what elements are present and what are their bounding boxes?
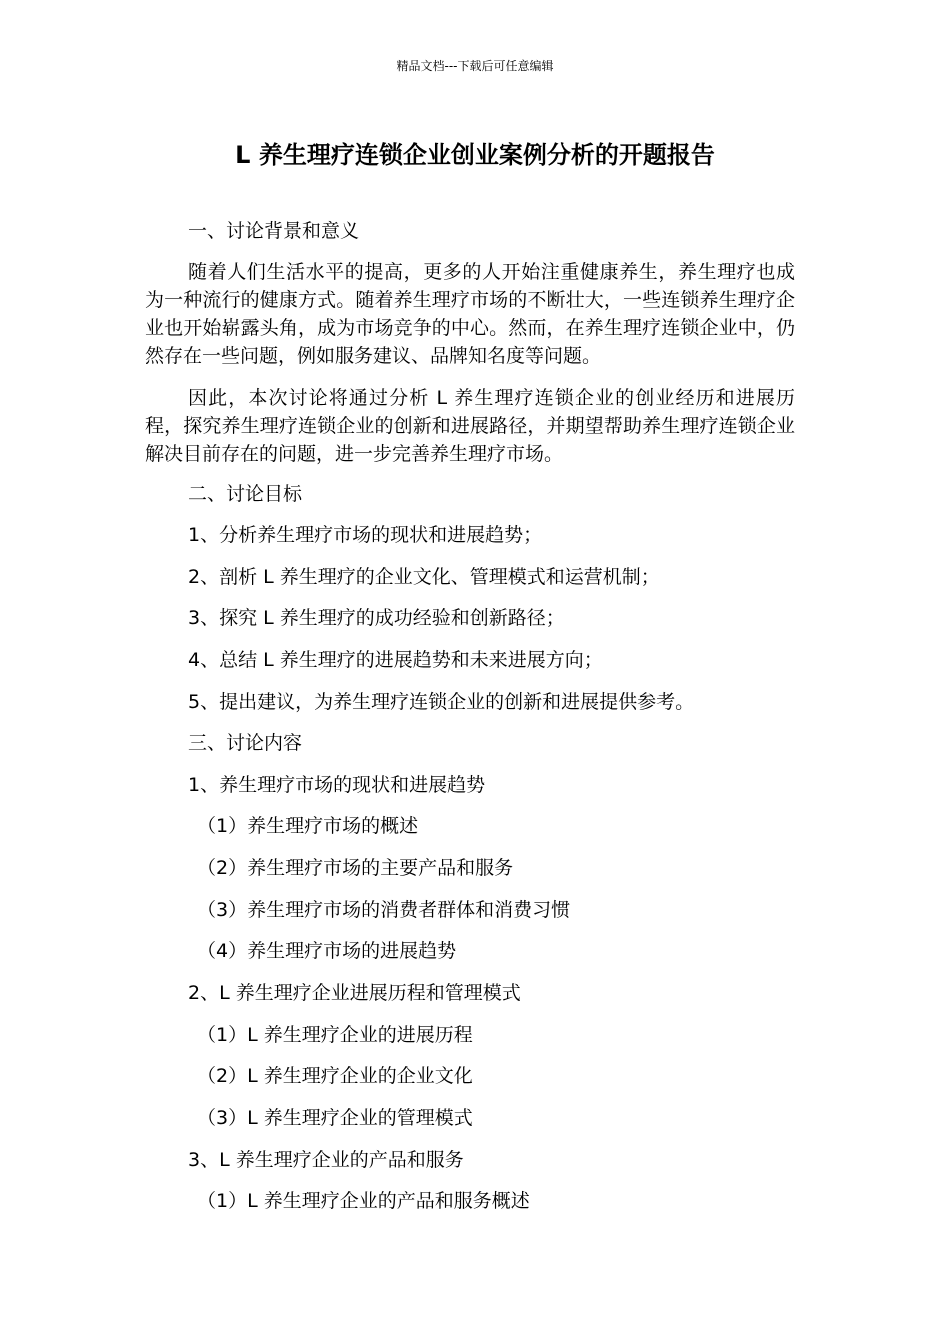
page-header-note: 精品文档---下载后可任意编辑 xyxy=(396,59,554,73)
content-sub-item: （4）养生理疗市场的进展趋势 xyxy=(197,940,457,962)
content-sub-item: （3）养生理疗市场的消费者群体和消费习惯 xyxy=(197,899,571,921)
section-3-heading: 三、讨论内容 xyxy=(188,732,303,754)
goal-item: 4、总结 L 养生理疗的进展趋势和未来进展方向； xyxy=(188,649,603,671)
section-1-heading: 一、讨论背景和意义 xyxy=(188,220,360,242)
content-sub-item: （1）养生理疗市场的概述 xyxy=(197,815,419,837)
content-group-title: 3、L 养生理疗企业的产品和服务 xyxy=(188,1149,464,1171)
document-title: L 养生理疗连锁企业创业案例分析的开题报告 xyxy=(235,141,715,169)
goal-item: 5、提出建议，为养生理疗连锁企业的创新和进展提供参考。 xyxy=(188,691,695,713)
content-sub-item: （2）养生理疗市场的主要产品和服务 xyxy=(197,857,514,879)
goal-item: 2、剖析 L 养生理疗的企业文化、管理模式和运营机制； xyxy=(188,566,660,588)
content-group-title: 1、养生理疗市场的现状和进展趋势 xyxy=(188,774,486,796)
content-sub-item: （1）L 养生理疗企业的产品和服务概述 xyxy=(197,1190,530,1212)
content-group-title: 2、L 养生理疗企业进展历程和管理模式 xyxy=(188,982,521,1004)
content-sub-item: （1）L 养生理疗企业的进展历程 xyxy=(197,1024,473,1046)
section-2-heading: 二、讨论目标 xyxy=(188,483,303,505)
background-paragraph-1: 随着人们生活水平的提高，更多的人开始注重健康养生，养生理疗也成为一种流行的健康方式。随着养生理疗市场的不断壮大，一些连锁养生理疗企业也开始崭露头角，成为市场竞争的中心。然而，在养生理疗连锁企业中，仍然存在一些问题，例如服务建议、品牌知名度等问题。 xyxy=(145,261,795,367)
content-sub-item: （2）L 养生理疗企业的企业文化 xyxy=(197,1065,473,1087)
goal-item: 3、探究 L 养生理疗的成功经验和创新路径； xyxy=(188,607,565,629)
background-paragraph-2: 因此，本次讨论将通过分析 L 养生理疗连锁企业的创业经历和进展历程，探究养生理疗连锁企业的创新和进展路径，并期望帮助养生理疗连锁企业解决目前存在的问题，进一步完善养生理疗市场。 xyxy=(145,387,795,465)
content-sub-item: （3）L 养生理疗企业的管理模式 xyxy=(197,1107,473,1129)
goal-item: 1、分析养生理疗市场的现状和进展趋势； xyxy=(188,524,543,546)
